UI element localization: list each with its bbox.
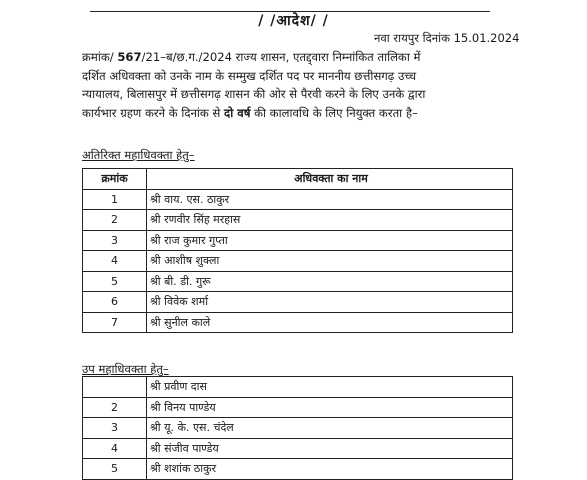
order-number: 567 <box>117 50 142 64</box>
advocate-name: श्री विवेक शर्मा <box>147 292 513 313</box>
advocate-name: श्री वाय. एस. ठाकुर <box>147 189 513 210</box>
advocate-name: श्री यू. के. एस. चंदेल <box>147 418 513 439</box>
serial-number: 6 <box>83 292 147 313</box>
order-line-2: दर्शित अधिवक्ता को उनके नाम के सम्मुख दर्शित पद पर माननीय छत्तीसगढ़ उच्च <box>82 68 417 83</box>
serial-number: 5 <box>83 459 147 480</box>
serial-number <box>83 377 147 398</box>
order-line-1 <box>82 48 510 67</box>
table-row <box>83 271 513 292</box>
table-row <box>83 230 513 251</box>
header-advocate-name: अधिवक्ता का नाम <box>147 169 513 190</box>
table-row <box>83 292 513 313</box>
table-row <box>83 189 513 210</box>
advocate-name: श्री शशांक ठाकुर <box>147 459 513 480</box>
serial-number: 5 <box>83 271 147 292</box>
serial-number: 3 <box>83 418 147 439</box>
serial-number: 3 <box>83 230 147 251</box>
serial-number: 2 <box>83 397 147 418</box>
section-label-deputy-advocate-general: उप महाधिवक्ता हेतु– <box>82 362 169 376</box>
serial-number: 4 <box>83 438 147 459</box>
advocate-name: श्री रणवीर सिंह मरहास <box>147 210 513 231</box>
table-row <box>83 251 513 272</box>
serial-number: 7 <box>83 312 147 333</box>
header-serial-number: क्रमांक <box>83 169 147 190</box>
dateline: नवा रायपुर दिनांक 15.01.2024 <box>374 31 520 45</box>
advocate-name: श्री प्रवीण दास <box>147 377 513 398</box>
order-heading: / /आदेश/ / <box>258 13 329 29</box>
serial-number: 1 <box>83 189 147 210</box>
section-label-additional-advocate-general: अतिरिक्त महाधिवक्ता हेतु– <box>82 148 195 162</box>
table-row <box>83 418 513 439</box>
advocate-name: श्री संजीव पाण्डेय <box>147 438 513 459</box>
order-line-4 <box>82 106 418 120</box>
order-line-3: न्यायालय, बिलासपुर में छत्तीसगढ़ शासन की ओर से पैरवी करने के लिए उनके द्वारा <box>82 87 426 101</box>
table-row <box>83 312 513 333</box>
tenure-bold: दो वर्ष <box>224 105 251 120</box>
serial-number: 2 <box>83 210 147 231</box>
advocate-name: श्री विनय पाण्डेय <box>147 397 513 418</box>
order-line-1-rest: /21–ब/छ.ग./2024 राज्य शासन, एतद्द्वारा निम्नांकित तालिका में <box>141 50 421 64</box>
advocate-name: श्री बी. डी. गुरू <box>147 271 513 292</box>
table-row <box>83 210 513 231</box>
advocate-name: श्री राज कुमार गुप्ता <box>147 230 513 251</box>
order-line-4-prefix: कार्यभार ग्रहण करने के दिनांक से <box>82 105 221 120</box>
advocate-name: श्री आशीष शुक्ला <box>147 251 513 272</box>
deputy-advocate-general-table <box>82 376 513 480</box>
table-row <box>83 377 513 398</box>
advocate-name: श्री सुनील काले <box>147 312 513 333</box>
table-row <box>83 459 513 480</box>
order-line-4-rest: की कालावधि के लिए नियुक्त करता है– <box>254 105 418 120</box>
table-row <box>83 397 513 418</box>
additional-advocate-general-table <box>82 168 513 333</box>
table-header-row <box>83 169 513 190</box>
order-paragraph <box>82 48 510 122</box>
table-row <box>83 438 513 459</box>
order-prefix: क्रमांक/ <box>82 50 114 64</box>
serial-number: 4 <box>83 251 147 272</box>
